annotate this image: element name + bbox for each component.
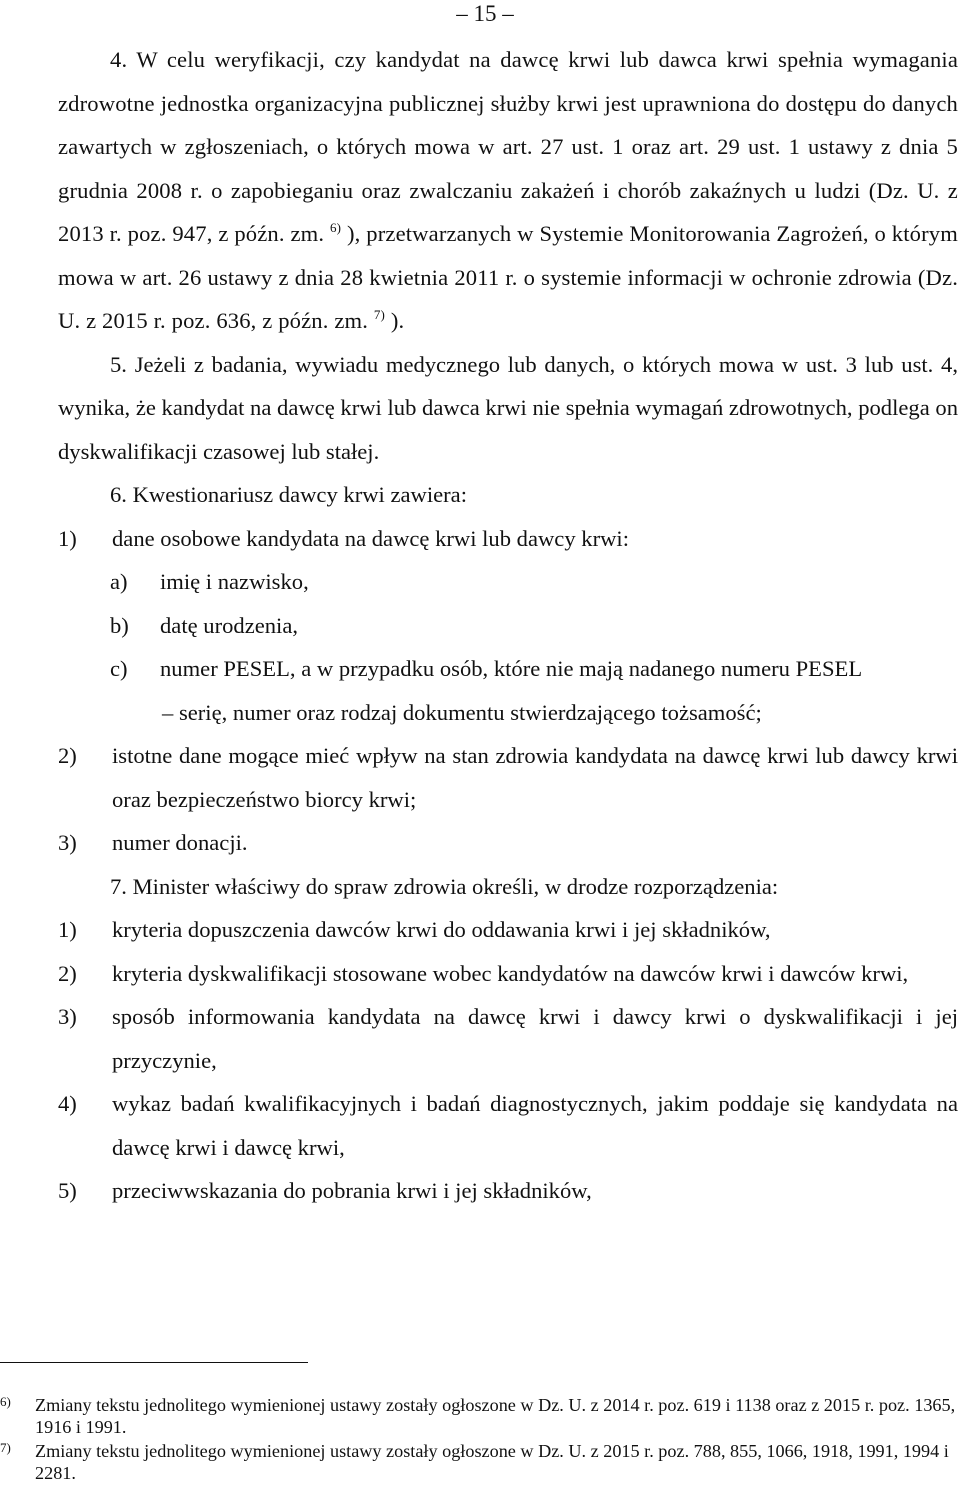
footnote-ref-6: 6) <box>330 220 342 235</box>
list-item-text: numer donacji. <box>112 830 248 855</box>
sub-list-item-text: imię i nazwisko, <box>160 569 309 594</box>
list-item-label: 1) <box>58 917 77 942</box>
list-item-label: 2) <box>58 960 77 986</box>
list-item <box>58 1082 958 1169</box>
list-item-text: sposób informowania kandydata na dawcę krwi i dawcy krwi o dyskwalifikacji i jej przyczynie, <box>112 1004 958 1073</box>
sub-list-item-label: b) <box>110 612 129 638</box>
sub-list-item-label: c) <box>110 656 128 681</box>
paragraph-4-text-b: ), przetwarzanych w Systemie Monitorowania Zagrożeń, o którym mowa w art. 26 ustawy z dnia 28 kwietnia 2011 r. o systemie informacji w ochronie zdrowia (Dz. U. z 2015 r. poz. 636, z późn. zm. <box>58 221 958 333</box>
sub-list-item-text: datę urodzenia, <box>160 612 299 638</box>
sub-list-item <box>110 560 958 604</box>
sub-list-continuation: – serię, numer oraz rodzaj dokumentu stwierdzającego tożsamość; <box>162 699 762 725</box>
paragraph-4-text-a: 4. W celu weryfikacji, czy kandydat na dawcę krwi lub dawca krwi spełnia wymagania zdrowotne jednostka organizacyjna publicznej służby krwi jest uprawniona do dostępu do danych zawartych w zgłoszeniach, o których mowa w art. 27 ust. 1 oraz art. 29 ust. 1 ustawy z dnia 5 grudnia 2008 r. o zapobieganiu oraz zwalczaniu zakażeń i chorób zakaźnych u ludzi (Dz. U. z 2013 r. poz. 947, z późn. zm. <box>58 47 958 246</box>
list-item <box>58 734 958 821</box>
sub-list-item <box>110 647 958 691</box>
list-item-text: istotne dane mogące mieć wpływ na stan zdrowia kandydata na dawcę krwi lub dawcy krwi oraz bezpieczeństwo biorcy krwi; <box>112 743 958 812</box>
footnote-text: Zmiany tekstu jednolitego wymienionej ustawy zostały ogłoszone w Dz. U. z 2015 r. poz. 788, 855, 1066, 1918, 1991, 1994 i 2281. <box>35 1441 949 1483</box>
sub-list-item <box>110 604 958 648</box>
sub-list-item-text: numer PESEL, a w przypadku osób, które nie mają nadanego numeru PESEL <box>160 656 863 681</box>
list-item <box>58 517 958 561</box>
footnote-separator <box>0 1362 308 1363</box>
list-item-text: kryteria dyskwalifikacji stosowane wobec kandydatów na dawców krwi i dawców krwi, <box>112 960 909 986</box>
list-item-text: wykaz badań kwalifikacyjnych i badań diagnostycznych, jakim poddaje się kandydata na dawcę krwi i dawcę krwi, <box>112 1091 958 1160</box>
document-body <box>58 38 958 1213</box>
list-item-text: dane osobowe kandydata na dawcę krwi lub dawcy krwi: <box>112 525 629 551</box>
paragraph-6-intro: 6. Kwestionariusz dawcy krwi zawiera: <box>110 482 467 507</box>
paragraph-4 <box>58 38 958 343</box>
list-item <box>58 1169 958 1213</box>
paragraph-7-intro: 7. Minister właściwy do spraw zdrowia określi, w drodze rozporządzenia: <box>110 873 779 899</box>
list-item <box>58 908 958 952</box>
footnote-ref-7: 7) <box>373 307 386 322</box>
list-item-label: 1) <box>58 525 77 551</box>
list-item-text: przeciwwskazania do pobrania krwi i jej składników, <box>112 1178 592 1203</box>
list-item-label: 4) <box>58 1091 77 1116</box>
list-item-label: 2) <box>58 743 77 768</box>
list-item <box>58 995 958 1082</box>
paragraph-4-text-c: ). <box>390 308 405 333</box>
list-item-label: 3) <box>58 830 77 855</box>
footnote-text: Zmiany tekstu jednolitego wymienionej ustawy zostały ogłoszone w Dz. U. z 2014 r. poz. 619 i 1138 oraz z 2015 r. poz. 1365, 1916 i 1991. <box>35 1395 956 1437</box>
sub-list-item-label: a) <box>110 569 128 594</box>
footnote-label: 6) <box>0 1394 11 1409</box>
page-number: – 15 – <box>456 1 514 26</box>
list-item <box>58 821 958 865</box>
list-item-label: 5) <box>58 1178 77 1203</box>
paragraph-5: 5. Jeżeli z badania, wywiadu medycznego lub danych, o których mowa w ust. 3 lub ust. 4, wynika, że kandydat na dawcę krwi lub dawca krwi nie spełnia wymagań zdrowotnych, podlega on dyskwalifikacji czasowej lub stałej. <box>58 351 958 464</box>
list-item-label: 3) <box>58 1004 77 1029</box>
list-item <box>58 952 958 996</box>
list-item-text: kryteria dopuszczenia dawców krwi do oddawania krwi i jej składników, <box>112 917 771 942</box>
footnote-label: 7) <box>0 1440 11 1455</box>
